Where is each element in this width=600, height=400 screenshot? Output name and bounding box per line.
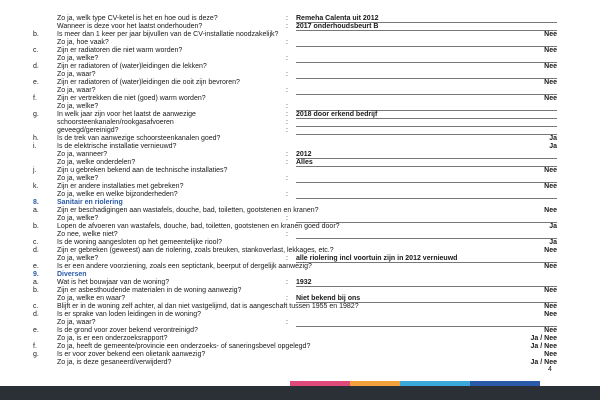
item-index: c. xyxy=(33,47,39,54)
item-index: d. xyxy=(33,311,39,318)
answer-choice: Nee xyxy=(544,247,557,254)
item-index: b. xyxy=(33,287,39,294)
question-text: Zo ja, welke en waar? xyxy=(57,295,126,302)
answer-choice: Ja xyxy=(549,135,557,142)
colon: : xyxy=(286,319,288,326)
question-text: Is de woning aangesloten op het gemeentelijke riool? xyxy=(57,239,223,246)
item-index: g. xyxy=(33,111,39,118)
answer-choice: Ja xyxy=(549,143,557,150)
question-text: Zo nee, welke niet? xyxy=(57,231,118,238)
colon: : xyxy=(286,255,288,262)
question-text: Zo ja, waar? xyxy=(57,71,96,78)
question-text: Zijn er asbesthoudende materialen in de woning aanwezig? xyxy=(57,287,242,294)
item-index: 8. xyxy=(33,199,39,206)
question-text: Zo ja, welke? xyxy=(57,215,99,222)
page-number: 4 xyxy=(548,366,552,373)
question-text: Is er een andere voorziening, zoals een septictank, beerput of dergelijk aanwezig? xyxy=(57,263,312,270)
answer-choice: Ja xyxy=(549,223,557,230)
answer-value: 1932 xyxy=(296,279,312,286)
answer-choice: Ja / Nee xyxy=(530,359,557,366)
answer-choice: Nee xyxy=(544,95,557,102)
item-index: i. xyxy=(33,143,37,150)
colon: : xyxy=(286,279,288,286)
item-index: b. xyxy=(33,31,39,38)
item-index: e. xyxy=(33,263,39,270)
answer-choice: Nee xyxy=(544,47,557,54)
answer-choice: Ja / Nee xyxy=(530,343,557,350)
question-text: Zo ja, waar? xyxy=(57,87,96,94)
question-text: Zo ja, welke? xyxy=(57,103,99,110)
answer-value: 2012 xyxy=(296,151,312,158)
question-text: Zo ja, welk type CV-ketel is het en hoe oud is deze? xyxy=(57,15,218,22)
answer-value: 2017 onderhoudsbeurt B xyxy=(296,23,379,30)
section-title: Sanitair en riolering xyxy=(57,199,123,206)
answer-choice: Nee xyxy=(544,351,557,358)
answer-choice: Nee xyxy=(544,79,557,86)
question-text: Zijn er radiatoren of (water)leidingen die lekken? xyxy=(57,63,207,70)
question-text: Zijn u gebreken bekend aan de technische installaties? xyxy=(57,167,228,174)
question-text: Zijn er radiatoren die niet warm worden? xyxy=(57,47,183,54)
answer-choice: Nee xyxy=(544,311,557,318)
answer-value: 2018 door erkend bedrijf xyxy=(296,111,378,118)
answer-choice: Nee xyxy=(544,31,557,38)
colon: : xyxy=(286,159,288,166)
item-index: d. xyxy=(33,63,39,70)
question-text: Zo ja, waar? xyxy=(57,319,96,326)
question-text: Zo ja, hoe vaak? xyxy=(57,39,109,46)
page-edge-shadow xyxy=(0,386,600,400)
colon: : xyxy=(286,175,288,182)
question-text: Wanneer is deze voor het laatst onderhouden? xyxy=(57,23,203,30)
item-index: e. xyxy=(33,327,39,334)
item-index: c. xyxy=(33,239,39,246)
answer-choice: Nee xyxy=(544,63,557,70)
question-text: Is meer dan 1 keer per jaar bijvullen van de CV-installatie noodzakelijk? xyxy=(57,31,279,38)
question-text: Zo ja, heeft de gemeente/provincie een onderzoeks- of saneringsbevel opgelegd? xyxy=(57,343,311,350)
item-index: h. xyxy=(33,135,39,142)
question-text: Is er sprake van loden leidingen in de woning? xyxy=(57,311,201,318)
answer-choice: Nee xyxy=(544,327,557,334)
colon: : xyxy=(286,191,288,198)
question-text: Zijn er beschadigingen aan wastafels, douche, bad, toiletten, gootstenen en kranen? xyxy=(57,207,319,214)
question-text: Zo ja, welke en welke bijzonderheden? xyxy=(57,191,178,198)
question-row xyxy=(0,358,600,367)
colon: : xyxy=(286,111,288,118)
colon: : xyxy=(286,71,288,78)
colon: : xyxy=(286,15,288,22)
answer-value: Niet bekend bij ons xyxy=(296,295,361,302)
colon: : xyxy=(286,55,288,62)
answer-choice: Nee xyxy=(544,303,557,310)
question-text: Zo ja, welke onderdelen? xyxy=(57,159,136,166)
colon: : xyxy=(286,295,288,302)
item-index: e. xyxy=(33,79,39,86)
answer-value: Alles xyxy=(296,159,313,166)
question-text: Zo ja, welke? xyxy=(57,175,99,182)
question-text: Is er voor zover bekend een olietank aanwezig? xyxy=(57,351,206,358)
question-text: Wat is het bouwjaar van de woning? xyxy=(57,279,170,286)
colon: : xyxy=(286,119,288,126)
item-index: g. xyxy=(33,351,39,358)
question-text: Zo ja, welke? xyxy=(57,55,99,62)
answer-choice: Ja / Nee xyxy=(530,335,557,342)
item-index: d. xyxy=(33,247,39,254)
item-index: f. xyxy=(33,95,37,102)
colon: : xyxy=(286,231,288,238)
section-title: Diversen xyxy=(57,271,87,278)
question-text: Is de grond voor zover bekend verontreinigd? xyxy=(57,327,198,334)
question-text: Lopen de afvoeren van wastafels, douche, bad, toiletten, gootstenen en kranen goed door? xyxy=(57,223,340,230)
colon: : xyxy=(286,151,288,158)
answer-choice: Nee xyxy=(544,287,557,294)
answer-value: alle riolering incl voortuin zijn in 2012 vernieuwd xyxy=(296,255,458,262)
question-text: Zijn er gebreken (geweest) aan de riolering, zoals breuken, stankoverlast, lekkages, etc.? xyxy=(57,247,334,254)
answer-choice: Nee xyxy=(544,263,557,270)
answer-choice: Nee xyxy=(544,207,557,214)
colon: : xyxy=(286,215,288,222)
item-index: c. xyxy=(33,303,39,310)
colon: : xyxy=(286,39,288,46)
answer-choice: Nee xyxy=(544,183,557,190)
question-text: Zijn er andere installaties met gebreken? xyxy=(57,183,184,190)
question-text: Blijft er in de woning zelf achter, al dan niet vastgelijmd, dat is aangeschaft tussen 1955 en 1982? xyxy=(57,303,359,310)
question-text: Zo ja, welke? xyxy=(57,255,99,262)
question-text: schoorsteenkanalen/rookgasafvoeren xyxy=(57,119,174,126)
question-text: Is de elektrische installatie vernieuwd? xyxy=(57,143,177,150)
answer-choice: Nee xyxy=(544,167,557,174)
question-text: In welk jaar zijn voor het laatst de aanwezige xyxy=(57,111,196,118)
answer-choice: Ja xyxy=(549,239,557,246)
item-index: j. xyxy=(33,167,37,174)
colon: : xyxy=(286,103,288,110)
item-index: b. xyxy=(33,223,39,230)
question-text: Zo ja, wanneer? xyxy=(57,151,108,158)
question-text: Is de trek van aanwezige schoorsteenkanalen goed? xyxy=(57,135,221,142)
question-text: geveegd/gereinigd? xyxy=(57,127,119,134)
answer-value: Remeha Calenta uit 2012 xyxy=(296,15,379,22)
item-index: f. xyxy=(33,343,37,350)
item-index: k. xyxy=(33,183,39,190)
colon: : xyxy=(286,23,288,30)
item-index: 9. xyxy=(33,271,39,278)
item-index: a. xyxy=(33,279,39,286)
question-text: Zijn er radiatoren of (water)leidingen die ooit zijn bevroren? xyxy=(57,79,240,86)
item-index: a. xyxy=(33,207,39,214)
colon: : xyxy=(286,127,288,134)
question-text: Zijn er vertrekken die niet (goed) warm worden? xyxy=(57,95,206,102)
question-text: Zo ja, is er een onderzoeksrapport? xyxy=(57,335,168,342)
question-text: Zo ja, is deze gesaneerd/verwijderd? xyxy=(57,359,172,366)
colon: : xyxy=(286,87,288,94)
